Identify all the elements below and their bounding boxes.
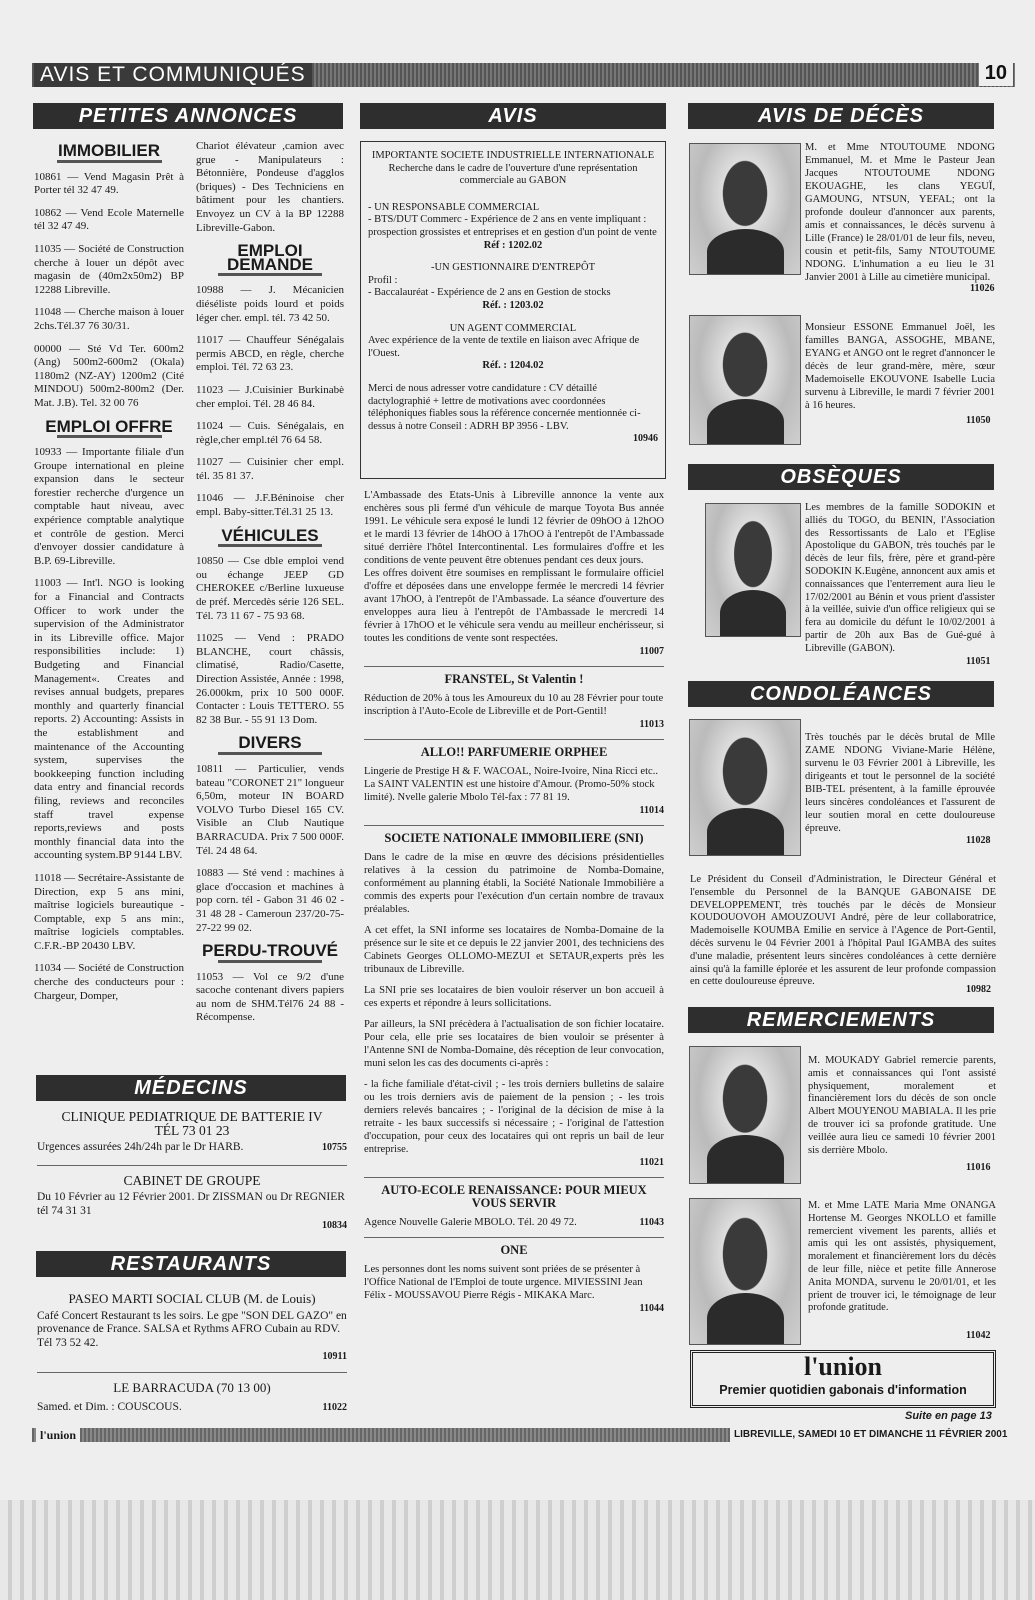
petites-col-1: [34, 140, 184, 1012]
job-text: - BTS/DUT Commerc - Expérience de 2 ans en vente impliquant : prospection grossistes et entreprises et en gestion d'un point de vente: [368, 214, 657, 238]
classified-item: 11046 — J.F.Béninoise cher empl. Baby-sitter.Tél.31 25 13.: [196, 492, 344, 519]
auto-ecole-heading: AUTO-ECOLE RENAISSANCE: POUR MIEUX VOUS SERVIR: [381, 1183, 647, 1210]
allo-heading: ALLO!! PARFUMERIE ORPHEE: [420, 745, 608, 759]
ref-number: 10755: [322, 1142, 347, 1154]
classified-item: 11034 — Société de Construction cherche des conducteurs pour : Chargeur, Domper,: [34, 962, 184, 1002]
classified-item: 11048 — Cherche maison à louer 2chs.Tél.37 76 30/31.: [34, 306, 184, 332]
ref-number: 11022: [322, 1401, 347, 1413]
barracuda-name: LE BARRACUDA (70 13 00): [113, 1379, 271, 1395]
classified-item: 00000 — Sté Vd Ter. 600m2 (Ang) 500m2-600m2 (Okala) 1180m2 (NZ-AY) 1200m2 (Cité MINDOU) 500m2-800m2 (Der. Mat. J.B). Tel. 32 00 76: [34, 342, 184, 409]
clinique-text: Urgences assurées 24h/24h par le Dr HARB.: [37, 1141, 244, 1154]
section-title: AVIS ET COMMUNIQUÉS: [34, 63, 312, 87]
ref-number: 11013: [639, 719, 664, 730]
portrait-photo: [689, 143, 801, 275]
classified-item: 11023 — J.Cuisinier Burkinabè cher emploi. Tél. 28 46 84.: [196, 383, 344, 410]
portrait-photo: [689, 719, 801, 856]
job-title: - UN RESPONSABLE COMMERCIAL: [368, 201, 540, 213]
job-profil-label: Profil :: [368, 274, 398, 286]
remerciements-notice-1: M. MOUKADY Gabriel remercie parents, amis et connaissances qui l'ont assisté physiquement, moralement et financièrement lors du décès de son oncle Albert MOUYENOU MABIALA. Il les prie de trouver ici sa profonde gratitude. Une veillée aura lieu ce samedi 10 février 2001 sis derrière Mbolo.: [808, 1055, 996, 1156]
ref-number: 11014: [639, 805, 664, 816]
paseo-name: PASEO MARTI SOCIAL CLUB (M. de Louis): [68, 1291, 316, 1306]
medecins-banner: MÉDECINS: [36, 1075, 346, 1101]
obseques-notice: Les membres de la famille SODOKIN et alliés du TOGO, du BENIN, l'Association des Ressortissants de Lalo et l'Eglise Apostolique du GABON, très touchés par le décès de leur fils, frère, père et grand-père SODOKIN K.Eugène, annoncent aux amis et connaissances que l'enterrement aura lieu le 17/02/2001 au Bénin et vous prient d'assister à la veillée, suivie d'un office religieux qui se fera au domicile du défunt le 10/02/2001 à partir de 20h aux Bas de Gué-gué à Libreville (GABON).: [805, 502, 995, 654]
footer-date: LIBREVILLE, SAMEDI 10 ET DIMANCHE 11 FÉVRIER 2001: [730, 1427, 1011, 1442]
deces-notice-2: Monsieur ESSONE Emmanuel Joël, les familles BANGA, ASSOGHE, MBANE, EYANG et ANGO ont le regret d'annoncer le décès de leur grand-mère, mère, sœur Mademoiselle EKOUVONE Isabelle Lucia survenu à Libreville, le mardi 7 février 2001 à 16 heures.: [805, 322, 995, 411]
ref-number: 10982: [966, 984, 991, 995]
ref-number: 11050: [966, 415, 991, 426]
continued-note: Suite en page 13: [905, 1410, 992, 1422]
cabinet-name: CABINET DE GROUPE: [123, 1172, 261, 1188]
ambassade-text-2: Les offres doivent être soumises en remplissant le formulaire officiel d'offre et déposées dans une enveloppe fermée le mercredi 14 février avant 17hOO, à l'entrepôt de l'Ambassade. La séance d'ouverture des enveloppes aura lieu à l'entrepôt de l'Ambassade le mercredi 14 février à 17hOO et le véhicule sera vendu au meilleur enchérisseur, si toutes les conditions de vente sont respectées.: [364, 568, 664, 644]
medecins-block: [37, 1110, 347, 1232]
clinique-tel: TÉL 73 01 23: [154, 1122, 230, 1138]
classified-item: 11017 — Chauffeur Sénégalais permis ABCD, en règle, cherche emploi. Tél. 72 63 23.: [196, 334, 344, 374]
classified-item: 11024 — Cuis. Sénégalais, en règle,cher empl.tél 76 64 58.: [196, 420, 344, 446]
logo-tagline: Premier quotidien gabonais d'information: [719, 1383, 967, 1397]
deces-notice-1: M. et Mme NTOUTOUME NDONG Emmanuel, M. et Mme le Pasteur Jean Jacques NTOUTOUME NDONG EKOUAGHE, les clans YEGUÏ, GAMOUNG, NTSUN, YEFAL; ont la profonde douleur d'annoncer aux parents, amis et connaissances, le décès survenu à Lille (France) le 28/01/01 de leur fils, neveu, cousin et petit-fils, Samy NTOUTOUME NDONG. L'inhumation a eu lieu le 31 Janvier 2001 à Lille au cimetière municipal.: [805, 142, 995, 283]
vehicules-heading: VÉHICULES: [221, 525, 319, 545]
classified-item: 11018 — Secrétaire-Assistante de Direction, exp 5 ans mini, maîtrise logiciels bureautique - Comptable, exp 5 ans min:, maîtrise logiciels comptables. C.F.R.-BP 20430 LBV.: [34, 871, 184, 952]
classified-item: 10861 — Vend Magasin Prêt à Porter tél 32 47 49.: [34, 170, 184, 197]
page-fold-shadow: [0, 1500, 1035, 1600]
immobilier-heading: IMMOBILIER: [58, 141, 160, 160]
ref-number: 10946: [633, 433, 658, 445]
classified-item: 10850 — Cse dble emploi vend ou échange JEEP GD CHEROKEE c/Berline luxueuse de préf. Mercedès série 126 SEL. Tél. 73 11 67 - 75 93 68.: [196, 555, 344, 622]
portrait-photo: [689, 1198, 801, 1345]
remerciements-banner: REMERCIEMENTS: [688, 1007, 994, 1033]
emploi-demande-heading: EMPLOI DEMANDE: [227, 241, 313, 274]
classified-item: 11003 — Int'l. NGO is looking for a Financial and Contracts Officer to work under the supervision of the Administrator in its Libreville office. Major responsibilities include: 1) Budgeting and Financial Management«. Creates and revises annual budgets, prepares monthly and quarterly financial reports. 2) Accounting: Assists in the establishment and maintenance of the Accounting system, supervises the bookkeeping function including data entry and financial records filing, reviews and reconciles staff travel expense reports,reviews and posts monthly financial data into the accounting system.BP 9144 LBV.: [34, 577, 184, 862]
classified-item: 10988 — J. Mécanicien diéséliste poids lourd et poids léger cher. empl. tél. 73 42 50.: [196, 284, 344, 324]
perdu-trouve-heading: PERDU-TROUVÉ: [201, 941, 338, 961]
ref-number: 11026: [970, 283, 995, 294]
auto-ecole-text: Agence Nouvelle Galerie MBOLO. Tél. 20 49 72.: [364, 1217, 577, 1228]
job-text: - Baccalauréat - Expérience de 2 ans en Gestion de stocks: [368, 287, 611, 299]
classified-item: 11053 — Vol ce 9/2 d'une sacoche contenant divers papiers au nom de SHM.Tél76 24 88 - Récompense.: [196, 970, 344, 1024]
petites-col-2: [196, 140, 344, 1034]
ref-number: 10834: [322, 1219, 347, 1231]
clinique-name: CLINIQUE PEDIATRIQUE DE BATTERIE IV: [61, 1109, 323, 1124]
company-heading: IMPORTANTE SOCIETE INDUSTRIELLE INTERNATIONALE: [371, 150, 655, 161]
ref-number: 11051: [966, 656, 991, 667]
sni-paragraph: Dans le cadre de la mise en œuvre des décisions présidentielles relatives à la cession du patrimoine de Nomba-Domaine, conformément au planning établi, la Société Nationale Immobilière a commis des experts pour l'exécution d'un certain nombre de travaux préalables.: [364, 852, 664, 915]
ref-number: 11007: [639, 646, 664, 657]
footer-brand: l'union: [36, 1428, 80, 1442]
sni-paragraph: Par ailleurs, la SNI précèdera à l'actualisation de son fichier locataire. Pour cela, elle prie ses locataires de bien vouloir se présenter à l'Antenne SNI de Nomba-Domaine, dès réception de leur convocation, muni selon les cas des documents ci-après :: [364, 1019, 664, 1069]
emploi-offre-heading: EMPLOI OFFRE: [45, 416, 173, 436]
ref-number: 10911: [322, 1351, 347, 1363]
job-title: UN AGENT COMMERCIAL: [449, 322, 577, 334]
remerciements-notice-2: M. et Mme LATE Maria Mme ONANGA Hortense M. Georges NKOLLO et famille remercient vivement les parents, alliés et amis qui les ont assistés, physiquement, moralement et financièrement lors du décès de leur fille, nièce et petite fille Annerose Anita MONDA, survenu le 20/01/01, et les prient de trouver ici, le témoignage de leur profonde gratitude.: [808, 1200, 996, 1314]
job-title: -UN GESTIONNAIRE D'ENTREPÔT: [430, 262, 596, 274]
one-heading: ONE: [500, 1243, 528, 1257]
job-ref: Réf. : 1203.02: [482, 299, 544, 311]
portrait-photo: [689, 315, 801, 445]
restaurants-banner: RESTAURANTS: [36, 1251, 346, 1277]
condoleances-notice-1: Très touchés par le décès brutal de Mlle ZAME NDONG Viviane-Marie Hélène, survenu le 03 Février 2001 à Libreville, les dirigeants et tout le personnel de la société BIB-TEL présentent, à la famille éprouvée leurs sincères condoléances et l'assurent de leur soutien moral en cette douloureuse épreuve.: [805, 732, 995, 834]
sni-documents-list: - la fiche familiale d'état-civil ; - les trois derniers bulletins de salaire ou les trois derniers avis de paiement de la pension ; - les trois derniers relevés bancaires ; - l'original de la décision de mise à la retraite - les baux successifs si nécessaire ; - l'original de l'attestion d'occupation, pour ceux des locataires qui ont repris un bail de leur entreprise.: [364, 1079, 664, 1155]
ref-number: 11044: [639, 1303, 664, 1314]
divers-heading: DIVERS: [238, 733, 302, 753]
cabinet-text: Du 10 Février au 12 Février 2001. Dr ZISSMAN ou Dr REGNIER tél 74 31 31: [37, 1191, 345, 1217]
classified-item: Chariot élévateur ,camion avec grue - Manipulateurs : Bétonnière, Pondeuse d'agglos (briques) - Des Techniciens en bâtiment pour les chantiers. Envoyez un CV à la BP 12288 Libreville-Gabon.: [196, 140, 344, 234]
page-number: 10: [979, 60, 1013, 86]
sni-paragraph: A cet effet, la SNI informe ses locataires de Nomba-Domaine de la présence sur le site et ce depuis le 22 janvier 2001, des techniciens des Cabinets Georges OLLOMO-MEZUI et SETAUR,experts près les tribunaux de Libreville.: [364, 925, 664, 975]
ref-number: 11028: [966, 835, 991, 846]
deces-banner: AVIS DE DÉCÈS: [688, 103, 994, 129]
sni-heading: SOCIETE NATIONALE IMMOBILIERE (SNI): [384, 831, 644, 845]
petites-annonces-banner: PETITES ANNONCES: [33, 103, 343, 129]
classified-item: 10933 — Importante filiale d'un Groupe international en pleine expansion dans le secteur forestier recherche d'urgence un comptable haut niveau, avec expérience comptable analytique et contrôle de gestion. Merci d'envoyer dossier candidature à B.P. 69-Libreville.: [34, 446, 184, 567]
portrait-photo: [689, 1046, 801, 1184]
ref-number: 11042: [966, 1330, 991, 1341]
ambassade-text: L'Ambassade des Etats-Unis à Libreville annonce la vente aux enchères sous pli fermé d'un véhicule de marque Toyota Bus année 1991. Le véhicule sera exposé le lundi 12 février de 09hOO à 12hOO et le mardi 13 février de 14hOO à 17hOO à l'entrepôt de l'Ambassade situé derrière l'hôtel Intercontinental. Les formulaires d'offre et les conditions de vente peuvent être obtenues pendant ces deux jours.: [364, 490, 664, 566]
classified-item: 10811 — Particulier, vends bateau "CORONET 21" longueur 6,50m, moteur IN BOARD VOLVO Turbo Diesel 165 CV. Visible an Club Nautique BARRACUDA. Prix 7 500 000F. Tél. 24 48 64.: [196, 762, 344, 857]
avis-banner: AVIS: [360, 103, 666, 129]
classified-item: 11035 — Société de Construction cherche à louer un dépôt avec magasin de (40m2x50m2) BP 12288 Libreville.: [34, 242, 184, 296]
franstel-text: Réduction de 20% à tous les Amoureux du 10 au 28 Février pour toute inscription à l'Auto-Ecole de Libreville et de Port-Gentil!: [364, 693, 664, 717]
classified-item: 10883 — Sté vend : machines à glace d'occasion et machines à pop corn. tél - Gabon 31 46 02 - 31 48 28 - Cameroun 237/20-75-27-22 99 02.: [196, 867, 344, 934]
one-text: Les personnes dont les noms suivent sont priées de se présenter à l'Office National de l'Emploi de toute urgence. MIVIESSINI Jean Félix - MOUSSAVOU Pierre Régis - MIKAKA Marc.: [364, 1264, 643, 1301]
job-closing: Merci de nous adresser votre candidature : CV détaillé dactylographié + lettre de motivations avec coordonnées téléphoniques fiables sous la référence concernée mentionnée ci-dessus à notre Conseil : ADRH BP 3956 - LBV.: [368, 382, 641, 432]
classified-item: 11025 — Vend : PRADO BLANCHE, court châssis, climatisé, Radio/Casette, Direction Assistée, Année : 1998, 26.000km, prix 10 500 000F. Contacter : Louis TETTERO. 55 82 38 Bur. - 55 91 13 Dom.: [196, 632, 344, 726]
newspaper-logo: [690, 1350, 996, 1408]
portrait-photo: [705, 503, 801, 637]
restaurants-block: [37, 1292, 347, 1414]
condoleances-notice-2: Le Président du Conseil d'Administration, le Directeur Général et l'ensemble du Personnel de la BANQUE GABONAISE DE DEVELOPPEMENT, très touchés par le décès de Monsieur KOUDOUOVOH AMOUZOUVI André, père de leur collaboratrice, Mademoiselle KOUMBA Emilie en service à l'Agence de Port-Gentil, décès survenu le 04 Février 2001 à l'hôpital Paul IGAMBA des suites d'une maladie, présentent leurs sincères condoléances à cette dernière ainsi qu'à la famille éplorée et les assurent de leur profonde compassion en cette douloureuse épreuve.: [690, 874, 996, 988]
ref-number: 11021: [639, 1157, 664, 1168]
obseques-banner: OBSÈQUES: [688, 464, 994, 490]
allo-text: Lingerie de Prestige H & F. WACOAL, Noire-Ivoire, Nina Ricci etc.. La SAINT VALENTIN est une histoire d'Amour. (Promo-50% stock limité). Nvelle galerie Mbolo Tél-fax : 77 81 19.: [364, 766, 659, 803]
logo-name: l'union: [803, 1352, 883, 1381]
avis-notices: [364, 489, 664, 1315]
job-ref: Réf : 1202.02: [483, 239, 543, 251]
paseo-text: Café Concert Restaurant ts les soirs. Le gpe "SON DEL GAZO" en provenance de France. SALSA et Rythms AFRO Cubain au RDV. Tél 73 52 42.: [37, 1309, 347, 1349]
condoleances-banner: CONDOLÉANCES: [688, 681, 994, 707]
ref-number: 11043: [639, 1217, 664, 1228]
job-ad-content: [368, 150, 658, 446]
job-text: Avec expérience de la vente de textile en liaison avec Afrique de l'Ouest.: [368, 335, 640, 359]
franstel-heading: FRANSTEL, St Valentin !: [444, 672, 584, 686]
sni-paragraph: La SNI prie ses locataires de bien vouloir réserver un bon accueil à ces experts et répondre à leurs sollicitations.: [364, 985, 664, 1009]
classified-item: 11027 — Cuisinier cher empl. tél. 35 81 37.: [196, 456, 344, 482]
barracuda-text: Samed. et Dim. : COUSCOUS.: [37, 1400, 182, 1413]
classified-item: 10862 — Vend Ecole Maternelle tél 32 47 49.: [34, 206, 184, 233]
job-ref: Réf. : 1204.02: [482, 360, 544, 372]
ref-number: 11016: [966, 1162, 991, 1173]
company-subheading: Recherche dans le cadre de l'ouverture d'une représentation commerciale au GABON: [388, 162, 638, 187]
